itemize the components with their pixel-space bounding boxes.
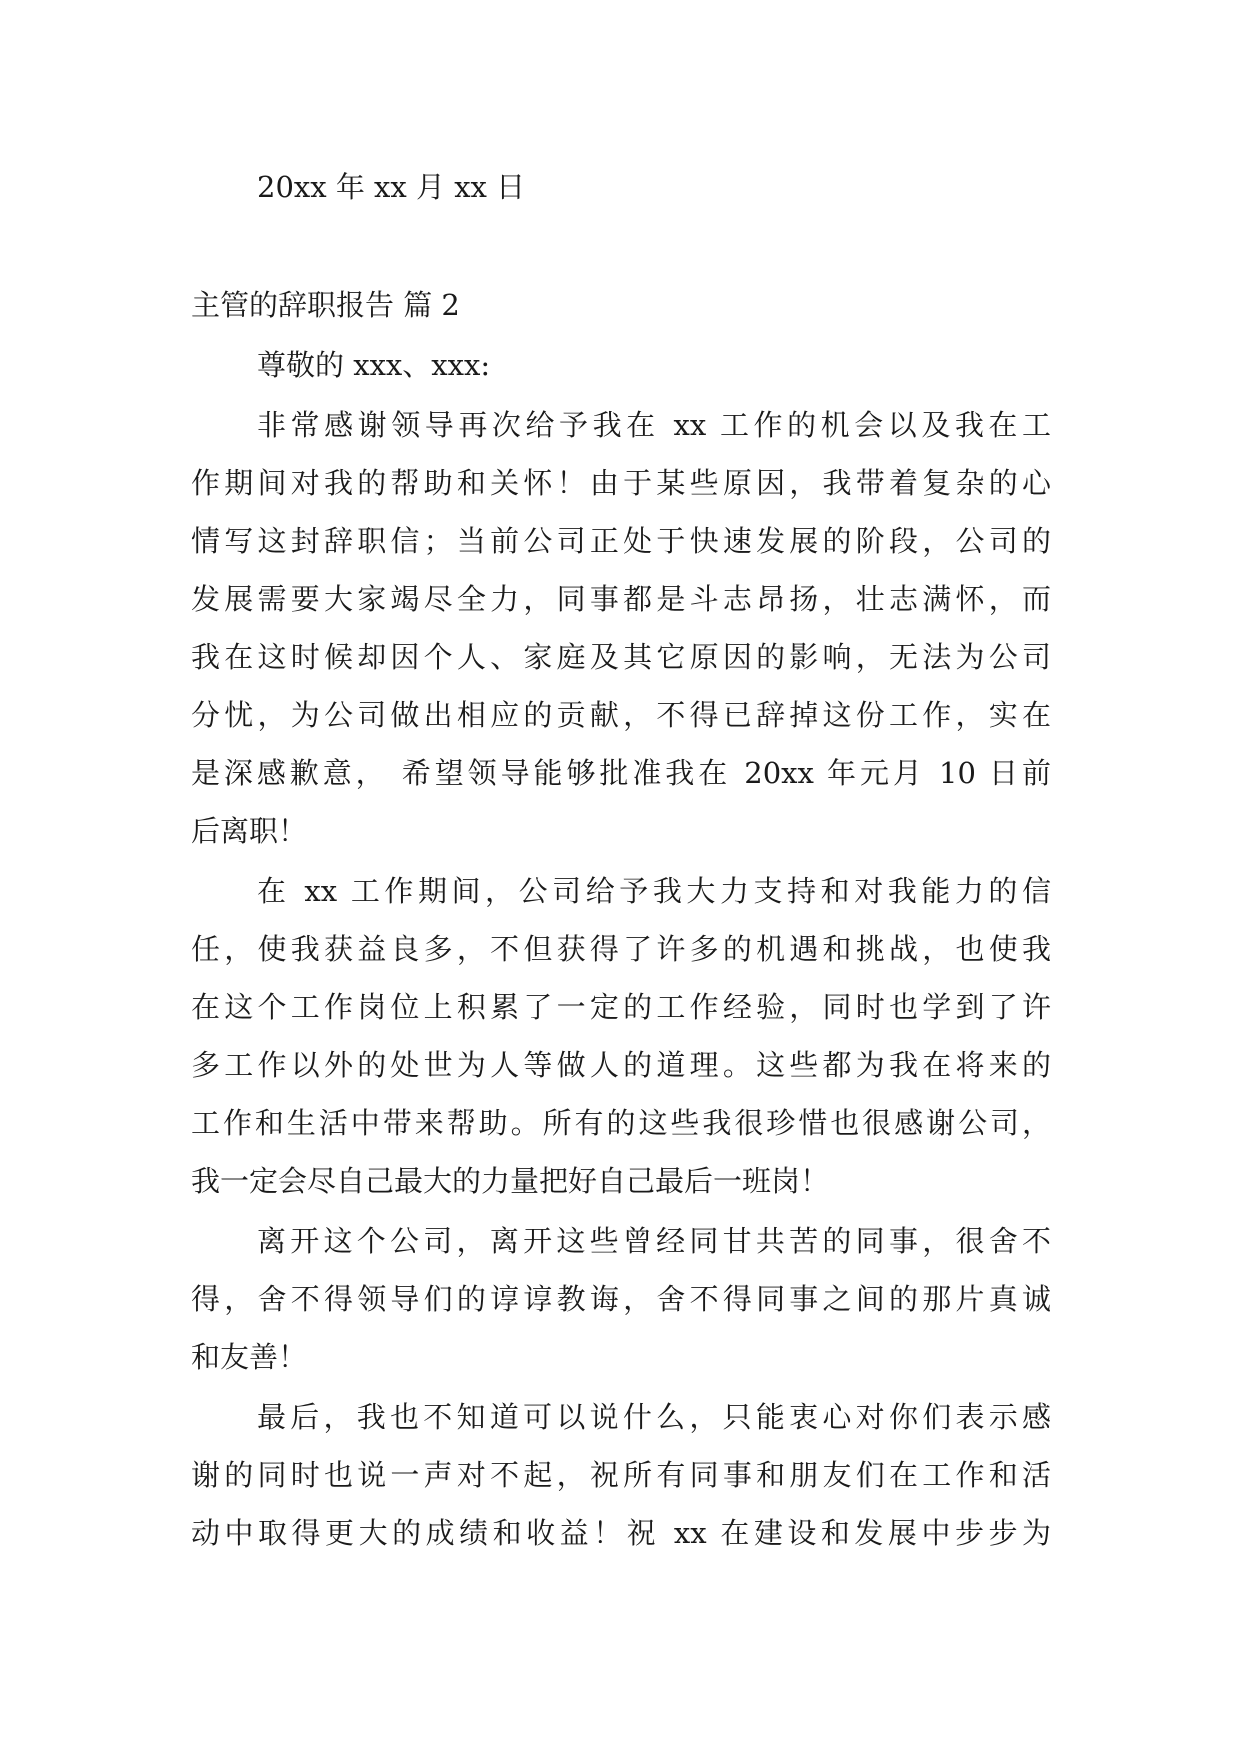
paragraph-line: 是深感歉意， 希望领导能够批准我在 20xx 年元月 10 日前 [191, 756, 1051, 790]
paragraph-line: 情写这封辞职信；当前公司正处于快速发展的阶段，公司的 [191, 524, 1051, 558]
paragraph-line: 我一定会尽自己最大的力量把好自己最后一班岗！ [191, 1164, 830, 1198]
paragraph-line: 非常感谢领导再次给予我在 xx 工作的机会以及我在工 [257, 408, 1051, 442]
date-line: 20xx 年 xx 月 xx 日 [257, 170, 526, 204]
section-heading: 主管的辞职报告 篇 2 [191, 288, 460, 322]
paragraph-line: 工作和生活中带来帮助。所有的这些我很珍惜也很感谢公司， [191, 1106, 1051, 1140]
greeting-line: 尊敬的 xxx、xxx: [257, 348, 491, 382]
paragraph-line: 发展需要大家竭尽全力，同事都是斗志昂扬，壮志满怀，而 [191, 582, 1051, 616]
paragraph-line: 在这个工作岗位上积累了一定的工作经验，同时也学到了许 [191, 990, 1051, 1024]
paragraph-line: 作期间对我的帮助和关怀！由于某些原因，我带着复杂的心 [191, 466, 1051, 500]
paragraph-line: 我在这时候却因个人、家庭及其它原因的影响，无法为公司 [191, 640, 1051, 674]
paragraph-line: 谢的同时也说一声对不起，祝所有同事和朋友们在工作和活 [191, 1458, 1051, 1492]
paragraph-line: 在 xx 工作期间，公司给予我大力支持和对我能力的信 [257, 874, 1051, 908]
paragraph-line: 得，舍不得领导们的谆谆教诲，舍不得同事之间的那片真诚 [191, 1282, 1051, 1316]
paragraph-line: 后离职！ [191, 814, 308, 848]
paragraph-line: 和友善！ [191, 1340, 308, 1374]
paragraph-line: 分忧，为公司做出相应的贡献，不得已辞掉这份工作，实在 [191, 698, 1051, 732]
paragraph-line: 任，使我获益良多，不但获得了许多的机遇和挑战，也使我 [191, 932, 1051, 966]
paragraph-line: 离开这个公司，离开这些曾经同甘共苦的同事，很舍不 [257, 1224, 1051, 1258]
paragraph-line: 多工作以外的处世为人等做人的道理。这些都为我在将来的 [191, 1048, 1051, 1082]
paragraph-line: 动中取得更大的成绩和收益！祝 xx 在建设和发展中步步为 [191, 1516, 1051, 1550]
paragraph-line: 最后，我也不知道可以说什么，只能衷心对你们表示感 [257, 1400, 1051, 1434]
